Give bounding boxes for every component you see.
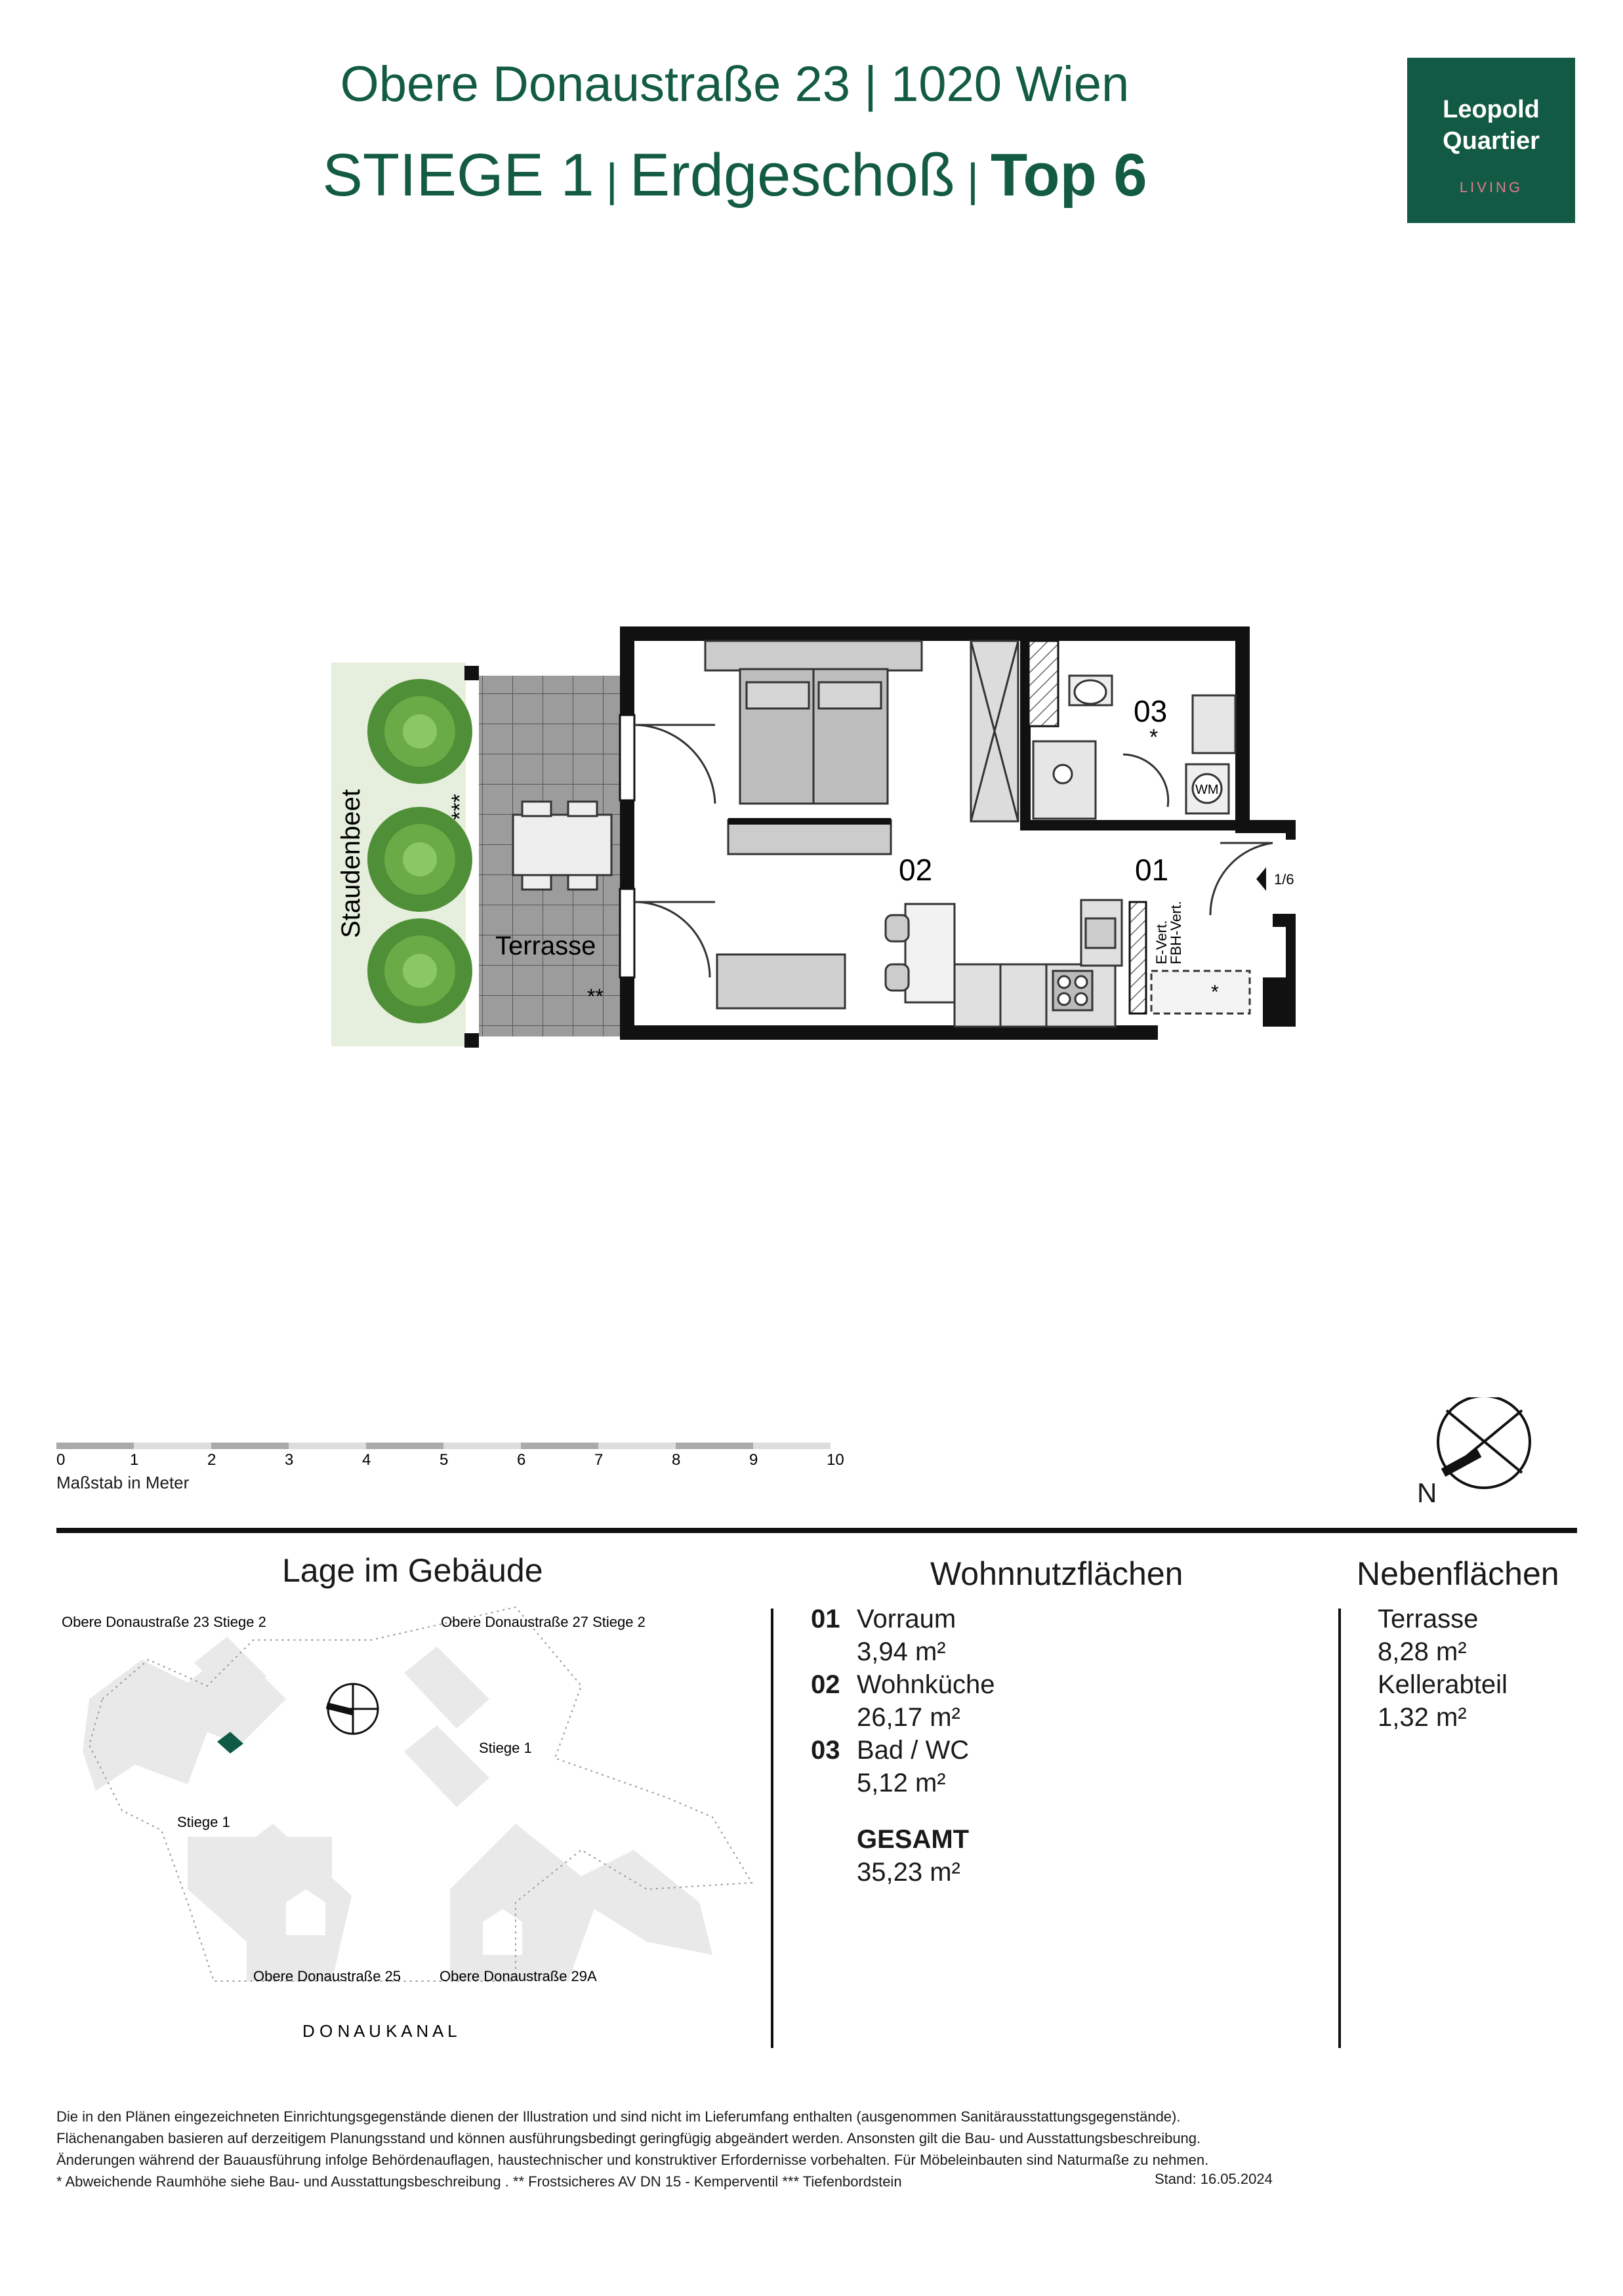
scale-segment	[443, 1443, 521, 1449]
bar-stool	[886, 964, 909, 991]
site-label-od27: Obere Donaustraße 27 Stiege 2	[441, 1614, 646, 1630]
shoe-cabinet	[1151, 971, 1250, 1014]
room-number: 01	[811, 1605, 840, 1633]
site-label-od23: Obere Donaustraße 23 Stiege 2	[62, 1614, 266, 1630]
bar-stool	[886, 915, 909, 941]
total-label: GESAMT	[857, 1825, 970, 1854]
scale-segment	[211, 1443, 289, 1449]
lage-heading: Lage im Gebäude	[282, 1552, 543, 1589]
scale-segment	[134, 1443, 211, 1449]
tv-sideboard	[728, 820, 891, 854]
window	[620, 715, 634, 800]
wm-label: WM	[1195, 783, 1219, 797]
site-label-stiege1a: Stiege 1	[177, 1814, 230, 1830]
room-number: 02	[811, 1670, 840, 1699]
scale-segment	[521, 1443, 598, 1449]
room-number: 03	[811, 1736, 840, 1765]
fbh-vert-label: FBH-Vert.	[1168, 901, 1184, 964]
scale-bar	[52, 1440, 879, 1473]
tree-icon	[367, 807, 472, 912]
room-name: Wohnküche	[857, 1670, 995, 1699]
scale-tick-label: 5	[440, 1451, 449, 1469]
room-row-01	[811, 1603, 995, 1635]
side-area-value: 8,28 m²	[1378, 1637, 1467, 1666]
site-plan	[56, 1601, 765, 2047]
logo-line1: Leopold	[1443, 96, 1540, 123]
shower	[1193, 695, 1235, 753]
scale-tick-label: 6	[517, 1451, 526, 1469]
scale-label: Maßstab in Meter	[56, 1473, 190, 1492]
scale-tick-label: 4	[362, 1451, 371, 1469]
room-01-label: 01	[1135, 853, 1169, 887]
nebenflaechen-heading: Nebenflächen	[1357, 1555, 1559, 1592]
top-number: Top 6	[991, 142, 1147, 209]
side-area-name: Kellerabteil	[1378, 1670, 1508, 1699]
title-separator: |	[606, 154, 618, 205]
scale-tick-label: 3	[285, 1451, 294, 1469]
room-area: 3,94 m²	[857, 1637, 946, 1666]
site-compass-icon	[327, 1684, 378, 1734]
address-heading: Obere Donaustraße 23 | 1020 Wien	[340, 56, 1130, 112]
disclaimer-line: Die in den Plänen eingezeichneten Einrichtungsgegenstände dienen der Illustration und sind nicht im Lieferumfang enthalten (ausgenommen Sanitärausstattungsgegenstände).	[56, 2108, 1181, 2125]
scale-segment	[753, 1443, 831, 1449]
distribution-box	[1130, 902, 1146, 1014]
side-area-value: 1,32 m²	[1378, 1703, 1467, 1732]
tree-icon	[367, 679, 472, 784]
north-label: N	[1417, 1477, 1437, 1508]
bar-counter	[905, 904, 955, 1002]
terrace-label: Terrasse	[495, 932, 596, 960]
scale-segment	[676, 1443, 753, 1449]
entry-star: *	[1211, 981, 1219, 1003]
scale-tick-label: 7	[594, 1451, 604, 1469]
scale-segment	[366, 1443, 443, 1449]
disclaimer-line: Flächenangaben basieren auf derzeitigem Planungsstand und können ausführungsbedingt geringfügig abgeändert werden. Ansonsten gilt die Bau- und Ausstattungsbeschreibung.	[56, 2130, 1201, 2146]
floor-plan	[0, 0, 1623, 1115]
room-03-label: 03	[1134, 694, 1168, 728]
scale-segment	[598, 1443, 676, 1449]
scale-tick-label: 9	[749, 1451, 758, 1469]
scale-tick-label: 10	[827, 1451, 844, 1469]
scale-segment	[289, 1443, 366, 1449]
disclaimer	[56, 2106, 1500, 2192]
disclaimer-line: * Abweichende Raumhöhe siehe Bau- und Ausstattungsbeschreibung . ** Frostsicheres AV DN 15 - Kemperventil *** Tiefenbordstein	[56, 2173, 902, 2190]
scale-tick-label: 0	[56, 1451, 66, 1469]
e-vert-label: E-Vert.	[1153, 920, 1170, 964]
room-area: 26,17 m²	[857, 1703, 960, 1732]
tree-icon	[367, 918, 472, 1023]
disclaimer-line: Änderungen während der Bauausführung infolge Behördenauflagen, haustechnischer und konstruktiver Erfordernisse vorbehalten. Für Möbeleinbauten sind Naturmaße zu nehmen.	[56, 2152, 1209, 2168]
logo-line3: LIVING	[1459, 179, 1523, 195]
wardrobe	[971, 641, 1018, 821]
scale-tick-label: 1	[130, 1451, 139, 1469]
staudenbeet-label: Staudenbeet	[337, 789, 365, 938]
double-bed	[705, 641, 922, 804]
compass-icon	[1433, 1397, 1535, 1489]
title-separator: |	[966, 154, 979, 205]
room-03-star: *	[1149, 725, 1159, 750]
site-label-od29a: Obere Donaustraße 29A	[440, 1968, 597, 1984]
scale-tick-label: 2	[207, 1451, 216, 1469]
donaukanal-label: D O N A U K A N A L	[302, 2021, 457, 2041]
scale-tick-label: 8	[672, 1451, 681, 1469]
tiefenbordstein-mark: ***	[447, 794, 472, 820]
scale-segment	[56, 1443, 134, 1449]
logo-line2: Quartier	[1443, 127, 1540, 155]
stiege-label: STIEGE 1	[322, 142, 594, 209]
side-area-name: Terrasse	[1378, 1605, 1479, 1633]
section-divider	[56, 1528, 1577, 1533]
column-divider	[771, 1609, 773, 2048]
wohnnutzflaechen-heading: Wohnnutzflächen	[930, 1555, 1183, 1592]
sofa	[717, 954, 845, 1008]
room-name: Bad / WC	[857, 1736, 970, 1765]
room-row-03	[811, 1734, 995, 1767]
site-label-stiege1b: Stiege 1	[479, 1740, 532, 1756]
total-area: 35,23 m²	[857, 1858, 960, 1887]
column-divider	[1338, 1609, 1341, 2048]
kemperventil-mark: **	[587, 985, 604, 1008]
kitchen-unit	[955, 900, 1122, 1027]
room-name: Vorraum	[857, 1605, 956, 1633]
window	[620, 889, 634, 977]
room-02-label: 02	[899, 853, 933, 887]
geschoss-label: Erdgeschoß	[629, 142, 955, 209]
side-area-list	[1378, 1603, 1508, 1734]
room-row-02	[811, 1668, 995, 1701]
stand-date: Stand: 16.05.2024	[1155, 2171, 1273, 2187]
room-list	[811, 1603, 995, 1889]
door-ref: 1/6	[1274, 871, 1294, 888]
toilet	[1069, 676, 1112, 705]
site-label-od25: Obere Donaustraße 25	[253, 1968, 401, 1984]
room-area: 5,12 m²	[857, 1769, 946, 1797]
entrance-arrow-icon	[1256, 867, 1266, 891]
